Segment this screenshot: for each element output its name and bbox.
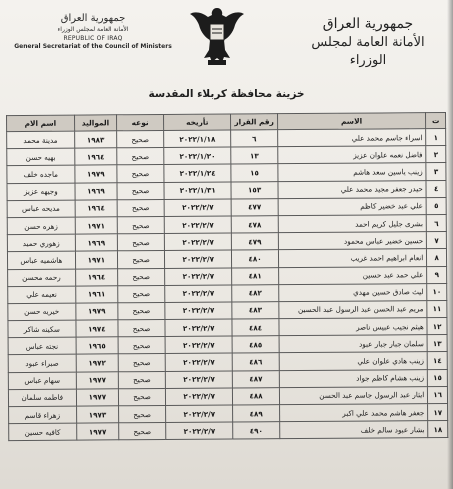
table-cell-decision: ٤٨٠ <box>232 250 278 268</box>
table-cell-seq: ٧ <box>427 232 447 249</box>
table-cell-name: بشرى جليل كريم احمد <box>278 215 427 233</box>
table-cell-seq: ١١ <box>427 300 447 317</box>
table-cell-type: صحيح <box>117 199 164 217</box>
table-cell-type: صحيح <box>117 130 164 148</box>
table-cell-birth: ١٩٧٣ <box>76 406 119 423</box>
table-cell-birth: ١٩٦١ <box>75 285 118 302</box>
table-cell-decision: ٤٨١ <box>232 267 278 285</box>
table-cell-date: ٢٠٢٢/٢/٧ <box>164 233 232 251</box>
table-cell-mother: مديحه عباس <box>7 200 75 218</box>
table-cell-decision: ٤٨٧ <box>233 370 279 388</box>
table-cell-name: مريم عبد الحسن عبد الرسول عبد الحسين <box>279 301 428 319</box>
table-cell-mother: كافيه حسين <box>9 423 77 441</box>
table-cell-name: فاضل نعمه علوان عزيز <box>277 146 426 164</box>
table-cell-date: ٢٠٢٢/٢/٧ <box>165 336 233 354</box>
table-cell-type: صحيح <box>119 388 166 406</box>
table-cell-decision: ١٥٣ <box>231 181 277 199</box>
table-cell-seq: ٥ <box>426 197 446 214</box>
letterhead-right-country: جمهورية العراق <box>322 16 414 32</box>
table-cell-date: ٢٠٢٢/٢/٧ <box>164 250 232 268</box>
letterhead-left-en-country: REPUBLIC OF IRAQ <box>63 35 123 42</box>
table-cell-date: ٢٠٢٢/٢/٧ <box>165 388 233 406</box>
table-cell-name: اسراء جاسم محمد علي <box>277 129 426 147</box>
header-name: الاسم <box>277 113 426 130</box>
table-cell-decision: ١٣ <box>231 147 277 165</box>
table-cell-mother: سكينه شاكر <box>8 320 76 338</box>
table-cell-name: جعفر هاشم محمد علي اكبر <box>279 404 428 422</box>
table-cell-birth: ١٩٧٧ <box>76 371 119 388</box>
table-cell-birth: ١٩٧٩ <box>74 165 117 182</box>
table-cell-decision: ٤٨٣ <box>232 302 278 320</box>
table-cell-type: صحيح <box>118 337 165 355</box>
table-cell-mother: سهام عباس <box>8 372 76 390</box>
header-date: تأريخه <box>163 114 231 130</box>
table-cell-birth: ١٩٦٩ <box>75 182 118 199</box>
table-cell-seq: ١٤ <box>427 352 447 369</box>
table-cell-birth: ١٩٧٧ <box>76 423 119 440</box>
table-cell-seq: ١٢ <box>427 318 447 335</box>
table-cell-mother: بهيه حسن <box>7 148 75 166</box>
table-cell-birth: ١٩٧٩ <box>75 303 118 320</box>
beneficiaries-table <box>6 112 448 441</box>
table-cell-date: ٢٠٢٢/٢/٧ <box>166 422 234 440</box>
table-cell-date: ٢٠٢٢/٢/٧ <box>165 371 233 389</box>
table-cell-name: زينب هادي علوان علي <box>279 352 428 370</box>
table-cell-seq: ٢ <box>426 146 446 163</box>
table-cell-birth: ١٩٦٤ <box>75 200 118 217</box>
table-cell-name: ليث صادق حسين مهدي <box>278 283 427 301</box>
table-cell-mother: هاشميه عباس <box>7 251 75 269</box>
table-cell-name: انعام ابراهيم احمد غريب <box>278 249 427 267</box>
table-cell-decision: ٤٧٩ <box>232 233 278 251</box>
table-cell-type: صحيح <box>118 371 165 389</box>
table-cell-birth: ١٩٦٥ <box>76 337 119 354</box>
table-cell-name: سلمان جبار جبار عبود <box>279 335 428 353</box>
header-birth: المواليد <box>74 115 117 131</box>
table-cell-name: حسين خضير عباس محمود <box>278 232 427 250</box>
table-cell-type: صحيح <box>117 148 164 166</box>
table-cell-seq: ١٠ <box>427 283 447 300</box>
table-cell-date: ٢٠٢٢/٢/٧ <box>164 216 232 234</box>
table-cell-birth: ١٩٧١ <box>75 251 118 268</box>
table-cell-seq: ١٦ <box>428 386 448 403</box>
table-cell-date: ٢٠٢٢/٢/٧ <box>165 302 233 320</box>
letterhead-left-ar-title: جمهورية العراق <box>60 13 126 24</box>
table-cell-birth: ١٩٨٣ <box>74 131 117 148</box>
table-cell-birth: ١٩٧٤ <box>76 320 119 337</box>
table-cell-decision: ٤٨٦ <box>233 353 279 371</box>
table-cell-birth: ١٩٦٩ <box>75 234 118 251</box>
table-cell-name: بشار عبود سالم خلف <box>279 421 428 439</box>
table-cell-birth: ١٩٦٤ <box>74 148 117 165</box>
table-cell-decision: ٦ <box>231 130 277 148</box>
table-cell-type: صحيح <box>117 216 164 234</box>
table-cell-seq: ١٨ <box>428 421 448 438</box>
letterhead-right-org: الأمانة العامة لمجلس الوزراء <box>311 35 425 68</box>
table-cell-name: ايثار عبد الرسول جاسم عبد الحسن <box>279 386 428 404</box>
table-cell-seq: ٦ <box>426 214 446 231</box>
document-title: خزينة محافظة كربلاء المقدسة <box>148 88 305 100</box>
table-cell-date: ٢٠٢٢/١/١٨ <box>164 130 232 148</box>
table-cell-decision: ٤٨٥ <box>233 336 279 354</box>
table-cell-decision: ٤٧٧ <box>232 198 278 216</box>
table-cell-decision: ٤٨٤ <box>232 319 278 337</box>
table-cell-type: صحيح <box>118 285 165 303</box>
table-cell-decision: ٤٧٨ <box>232 216 278 234</box>
table-cell-mother: نجته عباس <box>8 337 76 355</box>
table-cell-name: حيدر جعفر مجيد محمد علي <box>278 180 427 198</box>
table-cell-name: هيثم نجيب عبيس ناصر <box>279 318 428 336</box>
table-cell-mother: صبراء عبود <box>8 355 76 373</box>
table-cell-mother: خيريه حسن <box>8 303 76 321</box>
table-cell-seq: ١٣ <box>427 335 447 352</box>
table-cell-seq: ١ <box>426 129 446 146</box>
letterhead-left <box>8 12 178 51</box>
table-cell-type: صحيح <box>117 182 164 200</box>
table-cell-name: علي عبد خضير كاظم <box>278 197 427 215</box>
table-cell-name: زينب هشام كاظم جواد <box>279 369 428 387</box>
table-cell-seq: ٤ <box>426 180 446 197</box>
table-cell-type: صحيح <box>118 251 165 269</box>
letterhead-left-en-org: General Secretariat of the Council of Ministers <box>14 43 172 50</box>
table-cell-mother: وجيهه عزيز <box>7 183 75 201</box>
table-cell-mother: مدينة محمد <box>7 131 75 149</box>
table-cell-seq: ٨ <box>427 249 447 266</box>
table-cell-date: ٢٠٢٢/٢/٧ <box>165 405 233 423</box>
table-cell-type: صحيح <box>118 320 165 338</box>
table-cell-mother: زهوري حميد <box>7 234 75 252</box>
header-decision: رقم القرار <box>231 114 277 130</box>
table-cell-mother: نعيمه علي <box>8 286 76 304</box>
table-cell-mother: فاطمه سلمان <box>8 389 76 407</box>
table-cell-birth: ١٩٦٤ <box>75 268 118 285</box>
table-cell-type: صحيح <box>118 268 165 286</box>
table-cell-date: ٢٠٢٢/٢/٧ <box>165 285 233 303</box>
table-cell-decision: ٤٨٢ <box>232 284 278 302</box>
table-cell-date: ٢٠٢٢/١/٢٠ <box>164 147 232 165</box>
letterhead-right <box>293 14 443 70</box>
table-cell-decision: ٤٨٩ <box>233 405 279 423</box>
header-mother: اسم الام <box>7 115 75 131</box>
table-cell-seq: ١٥ <box>428 369 448 386</box>
table-cell-birth: ١٩٧١ <box>75 217 118 234</box>
table-cell-type: صحيح <box>119 423 166 441</box>
table-cell-type: صحيح <box>118 302 165 320</box>
table-cell-type: صحيح <box>118 354 165 372</box>
page-edge-shadow <box>447 0 453 489</box>
table-cell-birth: ١٩٧٢ <box>76 354 119 371</box>
table-cell-date: ٢٠٢٢/١/٢٤ <box>164 164 232 182</box>
table-cell-mother: زهره حسن <box>7 217 75 235</box>
table-cell-type: صحيح <box>119 405 166 423</box>
table-cell-date: ٢٠٢٢/٢/٧ <box>165 353 233 371</box>
table-cell-name: زينب ياسين سعد هاشم <box>278 163 427 181</box>
table-cell-type: صحيح <box>118 234 165 252</box>
table-cell-date: ٢٠٢٢/١/٣١ <box>164 182 232 200</box>
table-cell-birth: ١٩٧٧ <box>76 389 119 406</box>
table-cell-date: ٢٠٢٢/٢/٧ <box>164 199 232 217</box>
header-seq: ت <box>426 113 446 129</box>
table-cell-mother: ماجده خلف <box>7 165 75 183</box>
letterhead-left-ar-sub: الأمانة العامة لمجلس الوزراء <box>57 26 129 33</box>
table-cell-name: علي حمد عبد حسين <box>278 266 427 284</box>
table-cell-mother: زهراء قاسم <box>9 406 77 424</box>
table-cell-mother: رحمه محسن <box>8 269 76 287</box>
iraq-eagle-emblem-icon <box>188 2 246 68</box>
table-cell-date: ٢٠٢٢/٢/٧ <box>165 267 233 285</box>
header-type: نوعه <box>117 114 164 130</box>
table-cell-seq: ١٧ <box>428 403 448 420</box>
table-cell-decision: ١٥ <box>231 164 277 182</box>
table-cell-seq: ٩ <box>427 266 447 283</box>
table-row <box>9 421 448 441</box>
table-cell-decision: ٤٨٨ <box>233 387 279 405</box>
table-cell-seq: ٣ <box>426 163 446 180</box>
table-cell-type: صحيح <box>117 165 164 183</box>
table-cell-date: ٢٠٢٢/٢/٧ <box>165 319 233 337</box>
table-cell-decision: ٤٩٠ <box>233 422 279 440</box>
